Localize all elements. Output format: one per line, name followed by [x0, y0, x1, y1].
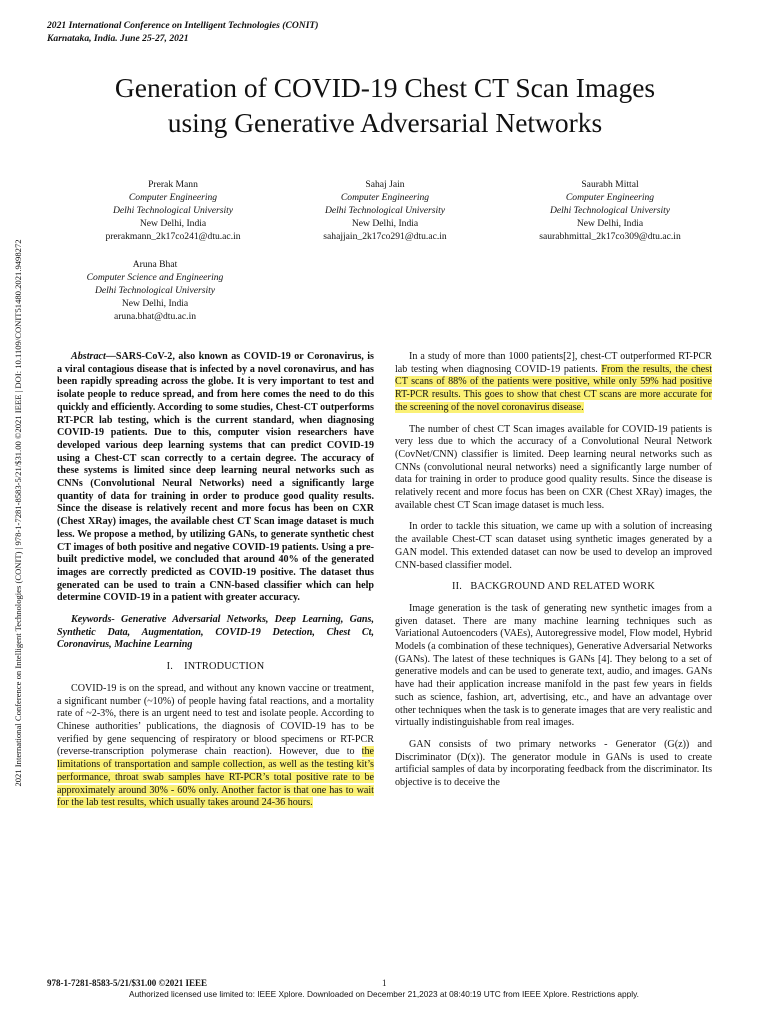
author-name: Aruna Bhat: [132, 259, 178, 270]
intro-text: COVID-19 is on the spread, and without any known vaccine or treatment, a significant number (~10%) of people having fatal reactions, and a mortality rate of ~2-3%, there is an urgent need to test and isolate people. According to Chinese authorities’ publications, the diagnosis of COVID-19 has to be verified by gene sequencing of respiratory or blood specimens or RT-PCR (reverse-transcription polymerase chain reaction). However, due to: [57, 682, 374, 758]
left-column: [57, 351, 374, 819]
author-block: [60, 258, 250, 323]
conference-header: [47, 20, 319, 45]
author-univ: Delhi Technological University: [94, 285, 216, 296]
abstract-text: —SARS-CoV-2, also known as COVID-19 or Coronavirus, is a viral contagious disease that is infected by a novel coronavirus, and has been rapidly spreading across the globe. It is very important to test and isolate people to reduce spread, and from here comes the need to do this quickly and efficiently. According to some studies, Chest-CT outperforms RT-PCR lab testing, which is the current standard, when diagnosing COVID-19 patients. Due to this, computer vision researchers have developed various deep learning systems that can predict COVID-19 using a Chest-CT scan correctly to a certain degree. The accuracy of these systems is limited since deep learning neural networks such as CNNs (Convolutional Neural Networks) need a significantly large quantity of data for training in order to produce good quality results. Since the disease is relatively recent and more focus has been on CXR (Chest XRay) images, the available chest CT Scan image dataset is much less. We propose a method, by utilizing GANs, to generate synthetic chest CT images of both positive and negative COVID-19 patients. Using a pre-built predictive model, we concluded that around 40% of the generated images are correctly predicted as COVID-19 positive. The dataset thus generated can be used to train a CNN-based classifier which can help determine COVID-19 in a patient with greater accuracy.: [57, 351, 374, 604]
body-paragraph: GAN consists of two primary networks - Generator (G(z)) and Discriminator (D(x)). The generator module in GANs is used to create artificial samples of data by incorporating feedback from the discriminator. Its objective is to deceive the: [395, 738, 712, 789]
abstract-lead: Abstract: [71, 351, 106, 362]
author-dept: Computer Engineering: [128, 192, 218, 203]
body-text: In a study of more than 1000 patients[2], chest-CT outperformed RT-PCR lab testing when diagnosing COVID-19 patients.: [395, 351, 712, 375]
highlighted-text: the limitations of transportation and sample collection, as well as the testing kit’s performance, throat swab samples have RT-PCR’s total positive rate to be approximately around 30% - 60% only. Another factor is that one has to wait for the lab test results, which usually takes around 24-36 hours.: [57, 746, 374, 809]
author-block: [88, 178, 258, 243]
right-column: [395, 351, 712, 799]
keywords: Keywords- Generative Adversarial Networks, Deep Learning, Gans, Synthetic Data, Augmentation, COVID-19 Detection, Chest Ct, Coronavirus, Machine Learning: [57, 614, 374, 651]
paper-title: [40, 70, 730, 140]
author-email: prerakmann_2k17co241@dtu.ac.in: [105, 231, 241, 242]
body-paragraph: The number of chest CT Scan images available for COVID-19 patients is very less due to which the accuracy of a Convolutional Neural Network (CovNet/CNN) classifier is limited. Deep learning neural networks such as CNNs (convolutional neural networks) need a significantly large number of data for training in order to produce good quality results. Since the disease is relatively recent and more focus has been on CXR (Chest XRay) images, the available chest CT Scan image dataset is much less.: [395, 423, 712, 511]
body-paragraph: In order to tackle this situation, we came up with a solution of increasing the available Chest-CT scan dataset using synthetic images generated by a GAN model. This extended dataset can now be used to develop an improved CNN-based classifier model.: [395, 521, 712, 571]
title-line: using Generative Adversarial Networks: [167, 107, 603, 138]
highlighted-text: From the results, the chest CT scans of 88% of the patients were positive, while only 59% had positive RT-PCR results. This goes to show that chest CT scans are more accurate for the screening of the novel coronavirus disease.: [395, 363, 712, 413]
doi-sidebar-text: 2021 International Conference on Intelligent Technologies (CONIT) | 978-1-7281-8583-5/21/$31.00 ©2021 IEEE | DOI: 10.1109/CONIT51480.2021.9498272: [13, 239, 23, 787]
author-email: saurabhmittal_2k17co309@dtu.ac.in: [539, 231, 681, 242]
intro-paragraph: [57, 683, 374, 810]
author-dept: Computer Engineering: [340, 192, 430, 203]
author-name: Sahaj Jain: [365, 179, 405, 190]
body-paragraph: Image generation is the task of generating new synthetic images from a given dataset. There are many machine learning techniques such as Variational Autoencoders (VAEs), Autoregressive model, Flow model, Hybrid Models (a combination of these techniques), Generative Adversarial Networks (GANs). The latest of these techniques is GANs [4]. They belong to a set of generative models and can be used to generate text, audio, and images. GANs have had their application increase manifold in the past few years in fields such as science, fashion, art, advertising, etc., and have an advantage over other techniques when the task is to generate images that are very realistic and virtually indistinguishable from real images.: [395, 602, 713, 729]
author-dept: Computer Science and Engineering: [86, 272, 224, 283]
section-heading-background: II. BACKGROUND AND RELATED WORK: [452, 581, 655, 593]
author-name: Prerak Mann: [148, 179, 198, 190]
author-univ: Delhi Technological University: [324, 205, 446, 216]
author-city: New Delhi, India: [121, 298, 189, 309]
author-name: Saurabh Mittal: [581, 179, 639, 190]
author-city: New Delhi, India: [576, 218, 644, 229]
footer-isbn: 978-1-7281-8583-5/21/$31.00 ©2021 IEEE: [47, 978, 207, 988]
title-line: Generation of COVID-19 Chest CT Scan Images: [114, 72, 656, 103]
author-email: sahajjain_2k17co291@dtu.ac.in: [323, 231, 447, 242]
author-city: New Delhi, India: [351, 218, 419, 229]
conference-location: Karnataka, India. June 25-27, 2021: [47, 32, 189, 44]
author-univ: Delhi Technological University: [549, 205, 671, 216]
abstract: [57, 351, 374, 605]
body-paragraph: [395, 351, 712, 415]
license-notice: Authorized licensed use limited to: IEEE Xplore. Downloaded on December 21,2023 at 08:40:19 UTC from IEEE Xplore. Restrictions apply.: [129, 989, 639, 999]
author-block: [300, 178, 470, 243]
author-block: [510, 178, 710, 243]
page-number: 1: [382, 978, 387, 988]
section-heading-introduction: I. INTRODUCTION: [166, 661, 265, 673]
conference-name: 2021 International Conference on Intelligent Technologies (CONIT): [47, 20, 319, 31]
author-dept: Computer Engineering: [565, 192, 655, 203]
author-univ: Delhi Technological University: [112, 205, 234, 216]
doi-sidebar: [10, 186, 26, 840]
author-city: New Delhi, India: [139, 218, 207, 229]
author-email: aruna.bhat@dtu.ac.in: [113, 311, 197, 322]
